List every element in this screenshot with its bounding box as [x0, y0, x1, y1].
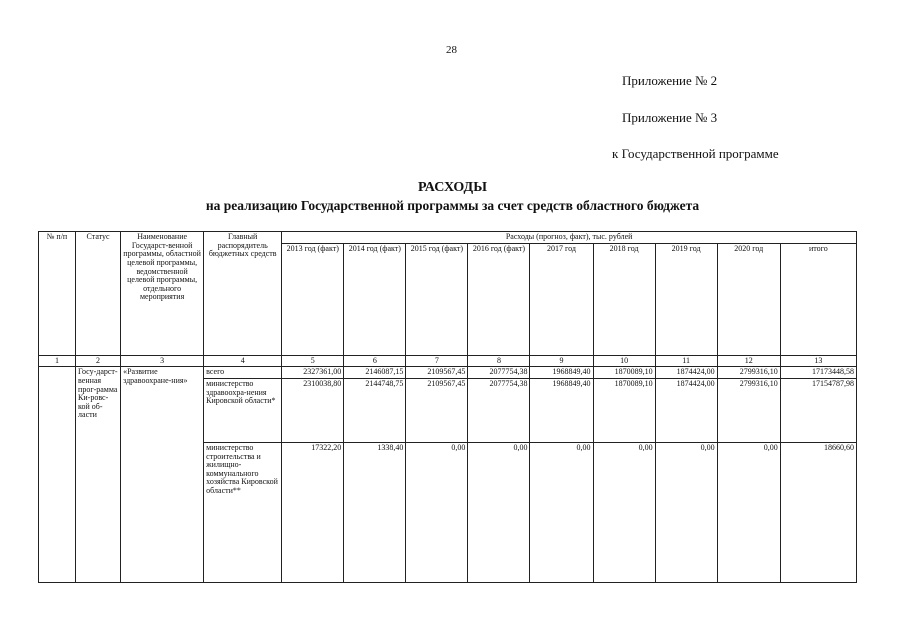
value-cell: 17173448,58 [780, 367, 856, 379]
value-cell: 0,00 [655, 442, 717, 582]
header-manager: Главный распорядитель бюджетных средств [204, 232, 282, 356]
expenses-table [38, 231, 857, 583]
manager-cell: министерство здравоохра-нения Кировской области* [204, 378, 282, 442]
column-number: 4 [204, 355, 282, 367]
column-number: 13 [780, 355, 856, 367]
value-cell: 2077754,38 [468, 367, 530, 379]
column-number: 1 [39, 355, 76, 367]
value-cell: 2109567,45 [406, 367, 468, 379]
value-cell: 17322,20 [282, 442, 344, 582]
value-cell: 0,00 [468, 442, 530, 582]
value-cell: 2077754,38 [468, 378, 530, 442]
header-year-2015: 2015 год (факт) [406, 243, 468, 355]
program-name-cell: «Развитие здравоохране-ния» [121, 367, 204, 583]
header-year-2018: 2018 год [593, 243, 655, 355]
value-cell: 0,00 [406, 442, 468, 582]
column-number: 3 [121, 355, 204, 367]
header-year-2019: 2019 год [655, 243, 717, 355]
value-cell: 1870089,10 [593, 367, 655, 379]
document-title: РАСХОДЫ [418, 180, 487, 195]
column-number: 12 [717, 355, 780, 367]
column-number: 8 [468, 355, 530, 367]
value-cell: 1968849,40 [530, 378, 593, 442]
column-number: 5 [282, 355, 344, 367]
header-total: итого [780, 243, 856, 355]
page-number: 28 [446, 44, 457, 56]
header-year-2020: 2020 год [717, 243, 780, 355]
appendix-line-2: Приложение № 3 [622, 110, 718, 125]
column-number: 11 [655, 355, 717, 367]
header-expenses: Расходы (прогноз, факт), тыс. рублей [282, 232, 857, 244]
header-num: № п/п [39, 232, 76, 356]
column-number: 9 [530, 355, 593, 367]
value-cell: 1870089,10 [593, 378, 655, 442]
value-cell: 2109567,45 [406, 378, 468, 442]
appendix-line-1: Приложение № 2 [622, 73, 718, 88]
value-cell: 2327361,00 [282, 367, 344, 379]
value-cell: 17154787,98 [780, 378, 856, 442]
value-cell: 1968849,40 [530, 367, 593, 379]
manager-cell: всего [204, 367, 282, 379]
value-cell: 0,00 [717, 442, 780, 582]
column-number: 10 [593, 355, 655, 367]
table-row-total [39, 367, 857, 379]
value-cell: 1874424,00 [655, 367, 717, 379]
value-cell: 2799316,10 [717, 367, 780, 379]
document-subtitle: на реализацию Государственной программы за счет средств областного бюджета [205, 198, 700, 213]
header-year-2014: 2014 год (факт) [344, 243, 406, 355]
header-row-1 [39, 232, 857, 244]
appendix-line-3: к Государственной программе [612, 146, 779, 161]
value-cell: 0,00 [530, 442, 593, 582]
value-cell: 2146087,15 [344, 367, 406, 379]
status-cell: Госу-дарст-венная прог-рамма Ки-ровс-кой об-ласти [76, 367, 121, 583]
value-cell: 2144748,75 [344, 378, 406, 442]
column-number: 2 [76, 355, 121, 367]
value-cell: 2799316,10 [717, 378, 780, 442]
header-year-2016: 2016 год (факт) [468, 243, 530, 355]
value-cell: 0,00 [593, 442, 655, 582]
header-status: Статус [76, 232, 121, 356]
header-name: Наименование Государст-венной программы, областной целевой программы, ведомственной целевой программы, отдельного мероприятия [121, 232, 204, 356]
column-number: 6 [344, 355, 406, 367]
value-cell: 1874424,00 [655, 378, 717, 442]
column-number-row [39, 355, 857, 367]
header-year-2017: 2017 год [530, 243, 593, 355]
manager-cell: министерство строительства и жилищно-коммунального хозяйства Кировской области** [204, 442, 282, 582]
header-year-2013: 2013 год (факт) [282, 243, 344, 355]
column-number: 7 [406, 355, 468, 367]
value-cell: 18660,60 [780, 442, 856, 582]
value-cell: 1338,40 [344, 442, 406, 582]
row-number-cell [39, 367, 76, 583]
value-cell: 2310038,80 [282, 378, 344, 442]
